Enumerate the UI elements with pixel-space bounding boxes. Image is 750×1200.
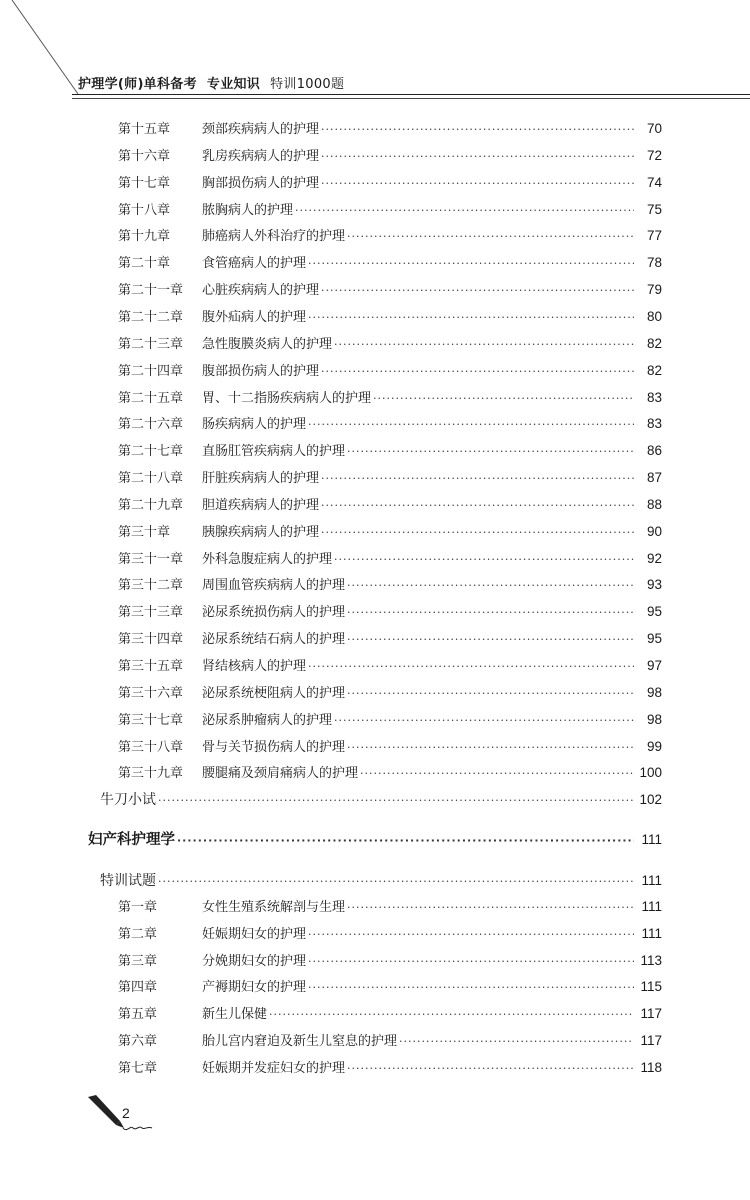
- entry-title: 女性生殖系统解剖与生理: [202, 900, 346, 915]
- toc-chapter-entry[interactable]: [118, 440, 662, 462]
- entry-page-number: 79: [646, 282, 662, 297]
- entry-title: 妊娠期并发症妇女的护理: [202, 1061, 346, 1076]
- entry-page-number: 117: [640, 1006, 662, 1021]
- entry-title: 腹外疝病人的护理: [202, 310, 307, 325]
- entry-title: 泌尿系肿瘤病人的护理: [202, 713, 333, 728]
- header-rule-thin: [72, 98, 750, 99]
- entry-page-number: 118: [640, 1060, 662, 1075]
- dot-leader: [334, 549, 634, 571]
- dot-leader: [308, 253, 634, 275]
- entry-page-number: 77: [646, 228, 662, 243]
- dot-leader: [360, 763, 633, 785]
- entry-page-number: 111: [641, 873, 662, 888]
- toc-part-entry[interactable]: [88, 829, 662, 851]
- entry-title: 泌尿系统结石病人的护理: [202, 632, 346, 647]
- dot-leader: [347, 897, 634, 919]
- entry-page-number: 98: [646, 685, 662, 700]
- dot-leader: [321, 146, 634, 168]
- dot-leader: [158, 871, 634, 893]
- toc-chapter-entry[interactable]: [118, 709, 662, 731]
- entry-page-number: 78: [646, 255, 662, 270]
- dot-leader: [321, 361, 634, 383]
- chapter-number: 第一章: [118, 900, 158, 915]
- toc-chapter-entry[interactable]: [118, 548, 662, 570]
- toc-chapter-entry[interactable]: [118, 950, 662, 972]
- header-subject: 专业知识: [206, 77, 261, 92]
- toc-chapter-entry[interactable]: [118, 494, 662, 516]
- dot-leader: [308, 656, 634, 678]
- dot-leader: [269, 1004, 634, 1026]
- chapter-number: 第五章: [118, 1007, 158, 1022]
- entry-page-number: 70: [646, 121, 662, 136]
- entry-page-number: 95: [646, 604, 662, 619]
- toc-chapter-entry[interactable]: [118, 306, 662, 328]
- entry-title: 腹部损伤病人的护理: [202, 364, 320, 379]
- book-title: 护理学(师)单科备考: [78, 77, 197, 92]
- dot-leader: [399, 1031, 634, 1053]
- toc-section-entry[interactable]: [100, 789, 662, 811]
- dot-leader: [347, 602, 634, 624]
- entry-title: 肺癌病人外科治疗的护理: [202, 229, 346, 244]
- entry-title: 胎儿宫内窘迫及新生儿窒息的护理: [202, 1034, 398, 1049]
- entry-page-number: 111: [641, 899, 662, 914]
- dot-leader: [347, 575, 634, 597]
- dot-leader: [308, 414, 634, 436]
- dot-leader: [347, 441, 634, 463]
- chapter-number: 第二十五章: [118, 391, 184, 406]
- entry-title: 特训试题: [100, 873, 156, 889]
- toc-chapter-entry[interactable]: [118, 628, 662, 650]
- entry-title: 肠疾病病人的护理: [202, 417, 307, 432]
- chapter-number: 第三十八章: [118, 740, 184, 755]
- entry-title: 泌尿系统损伤病人的护理: [202, 605, 346, 620]
- entry-page-number: 95: [646, 631, 662, 646]
- entry-title: 心脏疾病病人的护理: [202, 283, 320, 298]
- dot-leader: [321, 468, 634, 490]
- toc-chapter-entry[interactable]: [118, 467, 662, 489]
- entry-title: 胃、十二指肠疾病病人的护理: [202, 391, 372, 406]
- chapter-number: 第二十三章: [118, 337, 184, 352]
- entry-page-number: 82: [646, 336, 662, 351]
- chapter-number: 第三十章: [118, 525, 171, 540]
- chapter-number: 第二章: [118, 927, 158, 942]
- toc-section-entry[interactable]: [100, 870, 662, 892]
- chapter-number: 第六章: [118, 1034, 158, 1049]
- entry-page-number: 82: [646, 363, 662, 378]
- toc-chapter-entry[interactable]: [118, 682, 662, 704]
- entry-page-number: 87: [646, 470, 662, 485]
- chapter-number: 第十九章: [118, 229, 171, 244]
- toc-chapter-entry[interactable]: [118, 574, 662, 596]
- entry-title: 脓胸病人的护理: [202, 203, 294, 218]
- entry-title: 乳房疾病病人的护理: [202, 149, 320, 164]
- entry-page-number: 80: [646, 309, 662, 324]
- chapter-number: 第二十一章: [118, 283, 184, 298]
- chapter-number: 第三十四章: [118, 632, 184, 647]
- chapter-number: 第三十一章: [118, 552, 184, 567]
- entry-page-number: 99: [646, 739, 662, 754]
- entry-title: 泌尿系统梗阻病人的护理: [202, 686, 346, 701]
- dot-leader: [295, 200, 634, 222]
- dot-leader: [308, 307, 634, 329]
- toc-chapter-entry[interactable]: [118, 1003, 662, 1025]
- toc-chapter-entry[interactable]: [118, 736, 662, 758]
- toc-chapter-entry[interactable]: [118, 1057, 662, 1079]
- entry-title: 胰腺疾病病人的护理: [202, 525, 320, 540]
- chapter-number: 第二十二章: [118, 310, 184, 325]
- entry-title: 急性腹膜炎病人的护理: [202, 337, 333, 352]
- chapter-number: 第十八章: [118, 203, 171, 218]
- entry-title: 胸部损伤病人的护理: [202, 176, 320, 191]
- entry-page-number: 117: [640, 1033, 662, 1048]
- entry-title: 肾结核病人的护理: [202, 659, 307, 674]
- chapter-number: 第七章: [118, 1061, 158, 1076]
- dot-leader: [347, 226, 634, 248]
- dot-leader: [321, 119, 634, 141]
- entry-page-number: 113: [640, 953, 662, 968]
- dot-leader: [321, 522, 634, 544]
- toc-chapter-entry[interactable]: [118, 225, 662, 247]
- entry-title: 新生儿保健: [202, 1007, 268, 1022]
- toc-chapter-entry[interactable]: [118, 279, 662, 301]
- dot-leader: [177, 830, 634, 852]
- entry-title: 肝脏疾病病人的护理: [202, 471, 320, 486]
- dot-leader: [321, 173, 634, 195]
- entry-page-number: 88: [646, 497, 662, 512]
- entry-page-number: 83: [646, 390, 662, 405]
- entry-title: 食管癌病人的护理: [202, 256, 307, 271]
- entry-page-number: 111: [641, 926, 662, 941]
- toc-chapter-entry[interactable]: [118, 145, 662, 167]
- chapter-number: 第二十章: [118, 256, 171, 271]
- dot-leader: [334, 334, 634, 356]
- chapter-number: 第二十四章: [118, 364, 184, 379]
- chapter-number: 第二十九章: [118, 498, 184, 513]
- entry-page-number: 74: [646, 175, 662, 190]
- entry-page-number: 100: [639, 765, 662, 780]
- chapter-number: 第二十七章: [118, 444, 184, 459]
- entry-page-number: 86: [646, 443, 662, 458]
- header-series: 特训1000题: [270, 77, 345, 92]
- dot-leader: [321, 495, 634, 517]
- chapter-number: 第三十二章: [118, 578, 184, 593]
- chapter-number: 第三十三章: [118, 605, 184, 620]
- toc-chapter-entry[interactable]: [118, 413, 662, 435]
- toc-chapter-entry[interactable]: [118, 333, 662, 355]
- entry-title: 腰腿痛及颈肩痛病人的护理: [202, 766, 359, 781]
- entry-title: 妇产科护理学: [88, 832, 175, 848]
- chapter-number: 第二十八章: [118, 471, 184, 486]
- entry-page-number: 102: [639, 792, 662, 807]
- entry-title: 产褥期妇女的护理: [202, 980, 307, 995]
- toc-chapter-entry[interactable]: [118, 360, 662, 382]
- entry-title: 直肠肛管疾病病人的护理: [202, 444, 346, 459]
- dot-leader: [158, 790, 633, 812]
- entry-page-number: 115: [640, 979, 662, 994]
- toc-chapter-entry[interactable]: [118, 601, 662, 623]
- entry-page-number: 111: [641, 832, 662, 847]
- entry-title: 妊娠期妇女的护理: [202, 927, 307, 942]
- dot-leader: [373, 388, 634, 410]
- chapter-number: 第三十六章: [118, 686, 184, 701]
- chapter-number: 第十六章: [118, 149, 171, 164]
- entry-title: 颈部疾病病人的护理: [202, 122, 320, 137]
- chapter-number: 第十五章: [118, 122, 171, 137]
- toc-chapter-entry[interactable]: [118, 896, 662, 918]
- dot-leader: [308, 977, 634, 999]
- page-number: 2: [122, 1105, 130, 1121]
- entry-title: 骨与关节损伤病人的护理: [202, 740, 346, 755]
- chapter-number: 第二十六章: [118, 417, 184, 432]
- toc-chapter-entry[interactable]: [118, 655, 662, 677]
- entry-title: 分娩期妇女的护理: [202, 954, 307, 969]
- entry-page-number: 92: [646, 551, 662, 566]
- toc-chapter-entry[interactable]: [118, 762, 662, 784]
- dot-leader: [321, 280, 634, 302]
- entry-page-number: 90: [646, 524, 662, 539]
- entry-page-number: 72: [646, 148, 662, 163]
- entry-page-number: 93: [646, 577, 662, 592]
- entry-page-number: 75: [646, 202, 662, 217]
- chapter-number: 第三十五章: [118, 659, 184, 674]
- pen-icon: [86, 1095, 156, 1135]
- entry-page-number: 98: [646, 712, 662, 727]
- dot-leader: [334, 710, 634, 732]
- toc-chapter-entry[interactable]: [118, 976, 662, 998]
- toc-chapter-entry[interactable]: [118, 521, 662, 543]
- dot-leader: [347, 737, 634, 759]
- toc-chapter-entry[interactable]: [118, 172, 662, 194]
- entry-page-number: 83: [646, 416, 662, 431]
- dot-leader: [308, 924, 634, 946]
- entry-title: 外科急腹症病人的护理: [202, 552, 333, 567]
- toc-chapter-entry[interactable]: [118, 252, 662, 274]
- chapter-number: 第三章: [118, 954, 158, 969]
- entry-title: 牛刀小试: [100, 792, 156, 808]
- corner-diagonal-line: [0, 0, 80, 100]
- chapter-number: 第十七章: [118, 176, 171, 191]
- toc-chapter-entry[interactable]: [118, 387, 662, 409]
- chapter-number: 第三十九章: [118, 766, 184, 781]
- dot-leader: [347, 683, 634, 705]
- dot-leader: [347, 629, 634, 651]
- toc-chapter-entry[interactable]: [118, 1030, 662, 1052]
- dot-leader: [308, 951, 634, 973]
- dot-leader: [347, 1058, 634, 1080]
- entry-page-number: 97: [646, 658, 662, 673]
- entry-title: 胆道疾病病人的护理: [202, 498, 320, 513]
- chapter-number: 第三十七章: [118, 713, 184, 728]
- toc-chapter-entry[interactable]: [118, 199, 662, 221]
- toc-chapter-entry[interactable]: [118, 118, 662, 140]
- entry-title: 周围血管疾病病人的护理: [202, 578, 346, 593]
- header-rule: [72, 94, 750, 95]
- running-header: [78, 73, 344, 92]
- chapter-number: 第四章: [118, 980, 158, 995]
- toc-chapter-entry[interactable]: [118, 923, 662, 945]
